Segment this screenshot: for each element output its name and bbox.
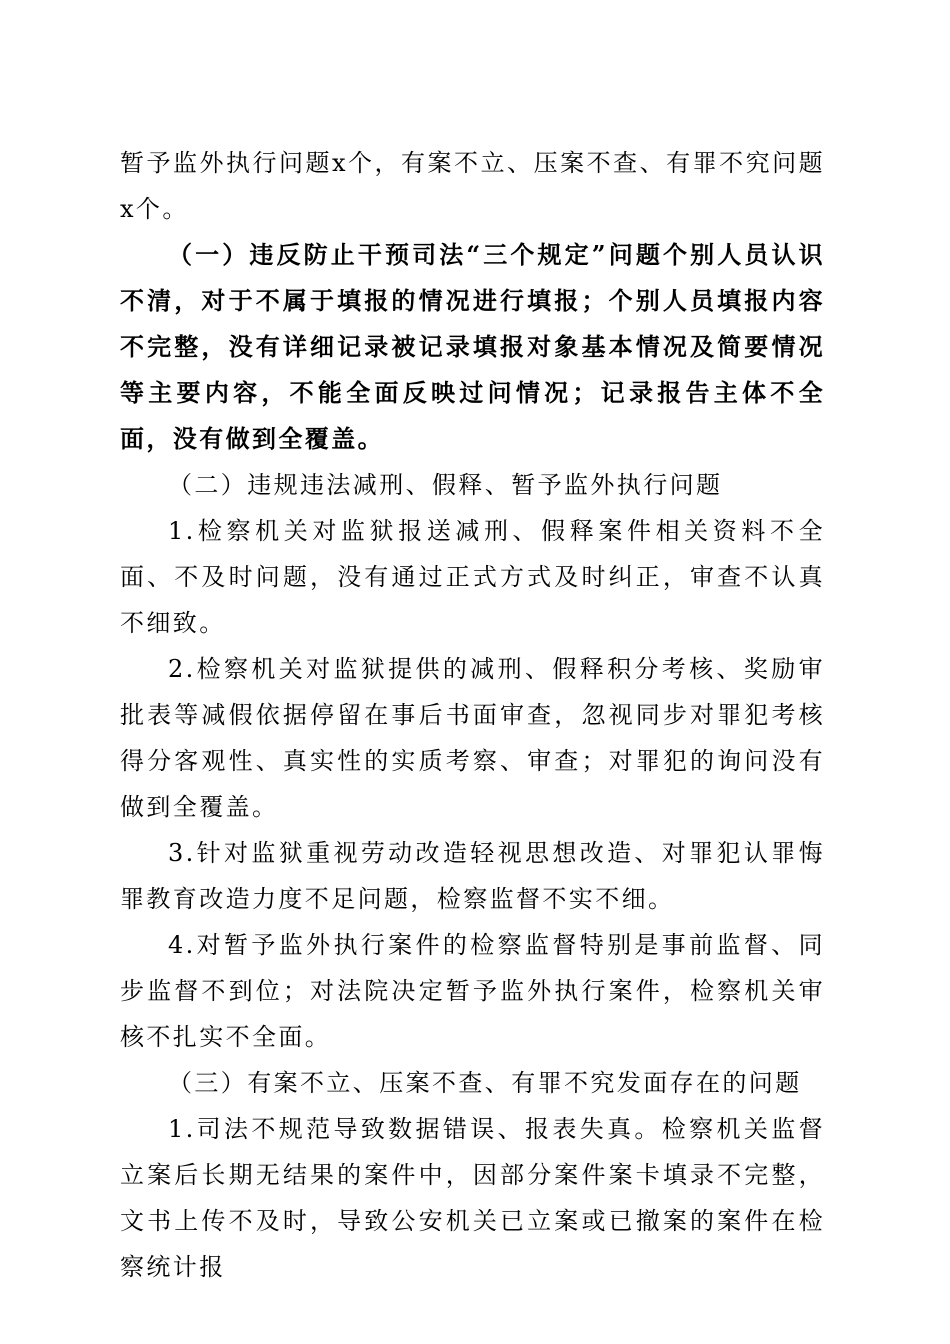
paragraph-item-2-2: 2.检察机关对监狱提供的减刑、假释积分考核、奖励审批表等减假依据停留在事后书面审查，忽视同步对罪犯考核得分客观性、真实性的实质考察、审查；对罪犯的询问没有做到全覆盖。	[120, 655, 825, 821]
paragraph-section-one: （一）违反防止干预司法“三个规定”问题个别人员认识不清，对于不属于填报的情况进行填报；个别人员填报内容不完整，没有详细记录被记录填报对象基本情况及简要情况等主要内容，不能全面反映过问情况；记录报告主体不全面，没有做到全覆盖。	[120, 240, 825, 453]
document-body	[120, 140, 825, 1290]
paragraph-item-2-3: 3.针对监狱重视劳动改造轻视思想改造、对罪犯认罪悔罪教育改造力度不足问题，检察监督不实不细。	[120, 839, 825, 913]
heading-section-three: （三）有案不立、压案不查、有罪不究发面存在的问题	[168, 1069, 802, 1097]
heading-section-two: （二）违规违法减刑、假释、暂予监外执行问题	[168, 471, 723, 499]
paragraph-continuation: 暂予监外执行问题x个，有案不立、压案不查、有罪不究问题x个。	[120, 149, 825, 223]
paragraph-item-3-1: 1.司法不规范导致数据错误、报表失真。检察机关监督立案后长期无结果的案件中，因部分案件案卡填录不完整，文书上传不及时，导致公安机关已立案或已撤案的案件在检察统计报	[120, 1115, 825, 1281]
paragraph-item-2-4: 4.对暂予监外执行案件的检察监督特别是事前监督、同步监督不到位；对法院决定暂予监外执行案件，检察机关审核不扎实不全面。	[120, 931, 825, 1051]
paragraph-item-2-1: 1.检察机关对监狱报送减刑、假释案件相关资料不全面、不及时问题，没有通过正式方式及时纠正，审查不认真不细致。	[120, 517, 825, 637]
